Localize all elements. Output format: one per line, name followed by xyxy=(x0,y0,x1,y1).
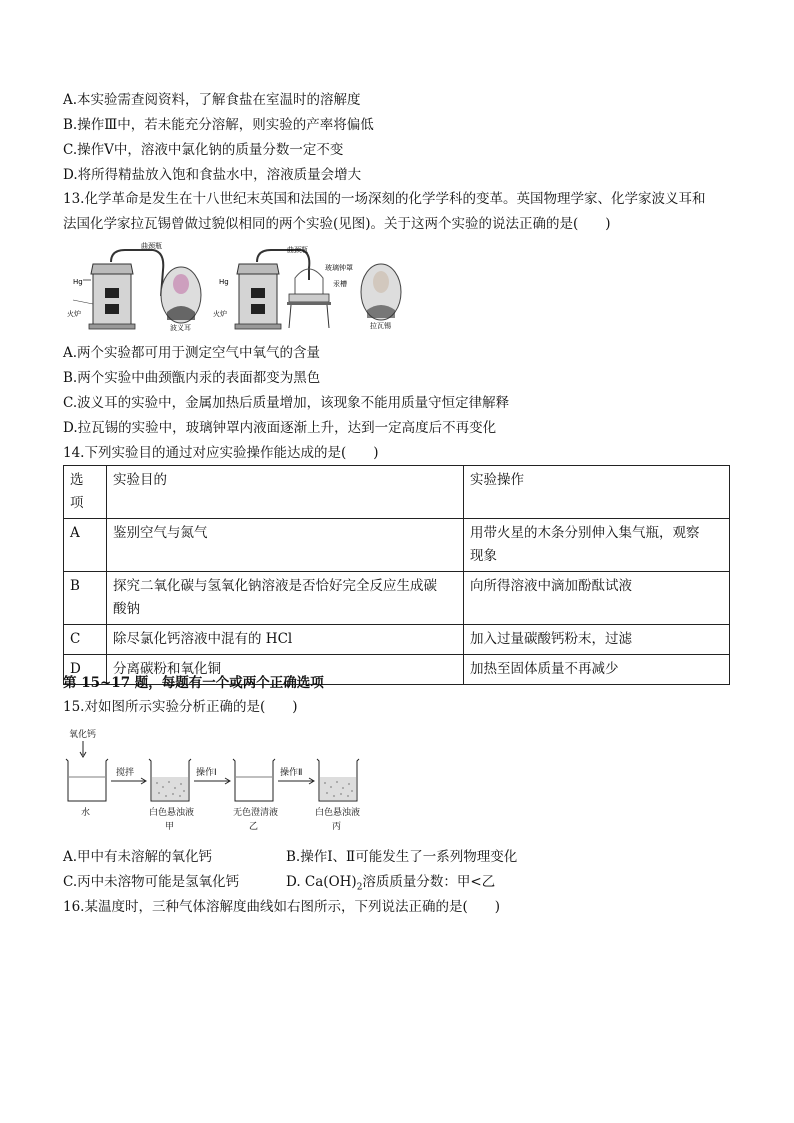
q15-option-c: C.丙中未溶物可能是氢氧化钙 xyxy=(63,874,240,890)
q13-stem-line2: 法国化学家拉瓦锡曾做过貌似相同的两个实验(见图)。关于这两个实验的说法正确的是( ) xyxy=(63,216,611,232)
boyle-furnace-label: 火炉 xyxy=(67,310,81,318)
row-operation: 加入过量碳酸钙粉末，过滤 xyxy=(464,625,730,655)
q15-option-d: D. $Ca(OH)_2$溶质质量分数：甲<乙 xyxy=(286,874,496,893)
q15-stem: 15.对如图所示实验分析正确的是( ) xyxy=(63,699,298,715)
table-row xyxy=(64,625,730,655)
q15-option-b: B.操作Ⅰ、Ⅱ可能发生了一系列物理变化 xyxy=(286,849,518,865)
boyle-hg-label: Hg xyxy=(73,278,83,286)
row-purpose: 探究二氧化碳与氢氧化钠溶液是否恰好完全反应生成碳 酸钠 xyxy=(107,572,464,625)
q13-option-b: B.两个实验中曲颈甑内汞的表面都变为黑色 xyxy=(63,370,321,386)
q16-stem: 16.某温度时，三种气体溶解度曲线如右图所示，下列说法正确的是( ) xyxy=(63,899,501,915)
beaker-yi-desc: 无色澄清液 xyxy=(233,808,279,818)
operation-2-label: 操作Ⅱ xyxy=(280,768,303,778)
row-operation: 用带火星的木条分别伸入集气瓶，观察 现象 xyxy=(464,519,730,572)
q14-stem: 14.下列实验目的通过对应实验操作能达成的是( ) xyxy=(63,445,379,461)
lavoisier-mercury-label: 汞槽 xyxy=(333,280,347,288)
q15-option-a: A.甲中有未溶解的氧化钙 xyxy=(63,849,213,865)
beaker-yi-label: 乙 xyxy=(249,822,259,832)
boyle-retort-label: 曲颈瓶 xyxy=(141,242,162,250)
section-heading: 第 15~17 题，每题有一个或两个正确选项 xyxy=(63,675,324,691)
boyle-name-label: 波义耳 xyxy=(170,324,191,332)
q13-option-c: C.波义耳的实验中，金属加热后质量增加，该现象不能用质量守恒定律解释 xyxy=(63,395,510,411)
row-purpose: 除尽氯化钙溶液中混有的 HCl xyxy=(107,625,464,655)
header-operation: 实验操作 xyxy=(464,466,730,519)
beaker-bing-desc: 白色悬浊液 xyxy=(315,808,361,818)
q15-process-figure xyxy=(63,725,373,837)
q13-option-a: A.两个实验都可用于测定空气中氧气的含量 xyxy=(63,345,321,361)
q14-table xyxy=(63,465,730,685)
q12-option-a: A.本实验需查阅资料，了解食盐在室温时的溶解度 xyxy=(63,92,361,108)
q13-experiment-figure xyxy=(63,240,406,336)
operation-1-label: 操作Ⅰ xyxy=(196,768,217,778)
stir-label: 搅拌 xyxy=(116,768,135,778)
row-operation: 加热至固体质量不再减少 xyxy=(464,655,730,685)
header-purpose: 实验目的 xyxy=(107,466,464,519)
row-operation: 向所得溶液中滴加酚酞试液 xyxy=(464,572,730,625)
row-purpose: 鉴别空气与氮气 xyxy=(107,519,464,572)
lavoisier-hg-label: Hg xyxy=(219,278,229,286)
q13-option-d: D.拉瓦锡的实验中，玻璃钟罩内液面逐渐上升，达到一定高度后不再变化 xyxy=(63,420,497,436)
q12-option-b: B.操作Ⅲ中，若未能充分溶解，则实验的产率将偏低 xyxy=(63,117,374,133)
q12-option-c: C.操作Ⅴ中，溶液中氯化钠的质量分数一定不变 xyxy=(63,142,344,158)
row-option: A xyxy=(64,519,107,572)
row-option: B xyxy=(64,572,107,625)
beaker-jia-desc: 白色悬浊液 xyxy=(149,808,195,818)
water-label: 水 xyxy=(81,808,91,818)
table-row xyxy=(64,572,730,625)
table-header-row xyxy=(64,466,730,519)
row-option: C xyxy=(64,625,107,655)
row-option: D xyxy=(64,655,107,685)
beaker-bing-label: 丙 xyxy=(332,822,342,832)
calcium-oxide-label: 氧化钙 xyxy=(69,730,97,740)
q13-stem-line1: 13.化学革命是发生在十八世纪末英国和法国的一场深刻的化学学科的变革。英国物理学家、化学家波义耳和 xyxy=(63,191,706,207)
row-purpose: 分离碳粉和氧化铜 xyxy=(107,655,464,685)
lavoisier-retort-label: 曲颈瓶 xyxy=(287,246,308,254)
lavoisier-name-label: 拉瓦锡 xyxy=(370,322,391,330)
lavoisier-furnace-label: 火炉 xyxy=(213,310,227,318)
table-row xyxy=(64,519,730,572)
beaker-jia-label: 甲 xyxy=(165,822,175,832)
lavoisier-bell-label: 玻璃钟罩 xyxy=(325,264,353,272)
q12-option-d: D.将所得精盐放入饱和食盐水中，溶液质量会增大 xyxy=(63,167,362,183)
header-option: 选 项 xyxy=(64,466,107,519)
